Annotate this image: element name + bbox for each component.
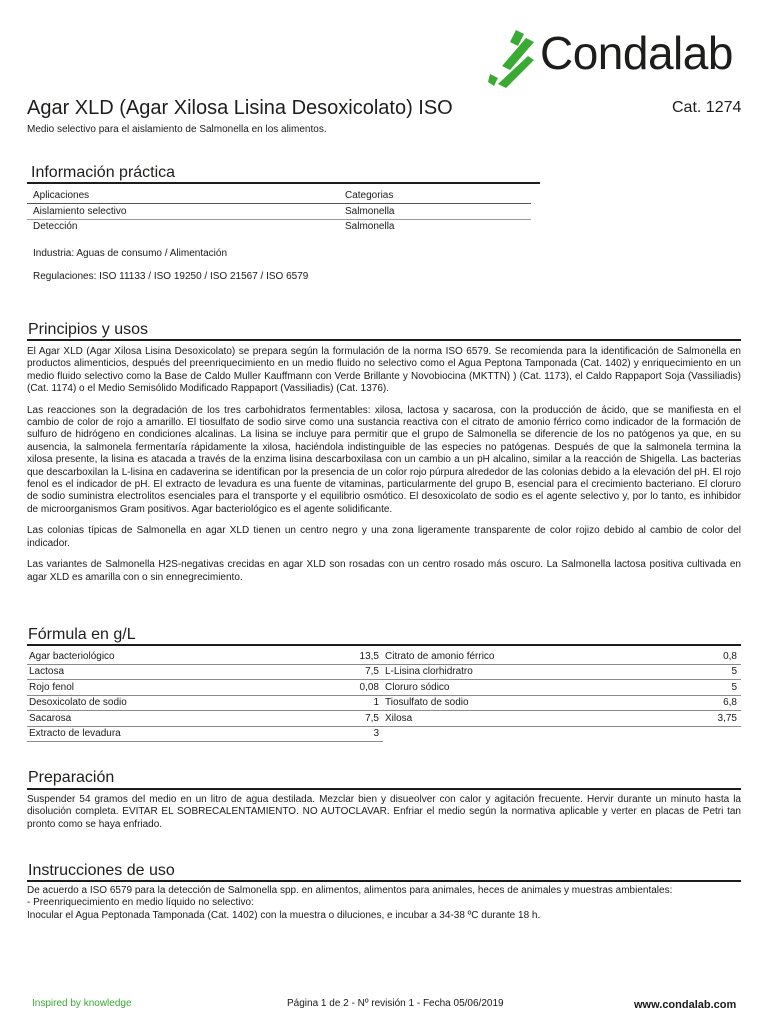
ingredient-value: 0,8 <box>676 649 741 664</box>
info-row-app: Aislamiento selectivo <box>33 206 127 217</box>
section-title-principles: Principios y usos <box>28 321 149 338</box>
info-header-categories: Categorias <box>345 190 394 201</box>
ingredient-name: Rojo fenol <box>27 680 313 696</box>
table-divider <box>27 203 531 204</box>
ingredient-value: 13,5 <box>313 649 383 664</box>
brand-name: Condalab <box>540 27 733 79</box>
product-title: Agar XLD (Agar Xilosa Lisina Desoxicolato) ISO <box>27 97 453 119</box>
ingredient-value: 0,08 <box>313 680 383 696</box>
condalab-leaf-mark-icon <box>488 28 534 90</box>
ingredient-value: 5 <box>676 680 741 696</box>
ingredient-name: Tiosulfato de sodio <box>383 695 676 711</box>
table-row <box>27 726 383 742</box>
ingredient-name: Agar bacteriológico <box>27 649 313 664</box>
ingredient-value: 3 <box>313 726 383 742</box>
section-title-preparation: Preparación <box>28 769 115 786</box>
principles-paragraph: Las variantes de Salmonella H2S-negativas crecidas en agar XLD son rosadas con un centro rosado más oscuro. La Salmonella lactosa positiva cultivada en agar XLD es amarilla con o sin ennegrecimiento. <box>27 559 741 583</box>
ingredient-value: 1 <box>313 695 383 711</box>
catalog-number: Cat. 1274 <box>672 99 742 116</box>
footer-tagline: Inspired by knowledge <box>32 998 132 1009</box>
info-row-category: Salmonella <box>345 206 395 217</box>
table-row <box>383 680 741 696</box>
principles-paragraph: Las reacciones son la degradación de los tres carbohidratos fermentables: xilosa, lactosa y sacarosa, con la producción de ácido, que se manifiesta en el cambio de color de rojo a amarillo. El tiosulfato de sodio sirve como una sustancia reactiva con el citrato de amonio férrico como indicador de la formación de sulfuro de hidrógeno en condiciones alcalinas. La lisina se incluye para permitir que el grupo de Salmonella se diferencie de los no patógenos ya que, en su ausencia, la salmonela fermentaría rápidamente la xilosa, haciéndola indistinguible de las especies no patógenas. Después de que la salmonela termina la xilosa presente, la lisina es atacada a través de la enzima lisina descarboxilasa con un cambio a un pH alcalino, similar a la reacción de Shigella. Las bacterias que descarboxilan la L-lisina en cadaverina se identifican por la presencia de un color rojo púrpura alrededor de las colonias debido a la elevación del pH. El rojo fenol es el indicador de pH. El extracto de levadura es una fuente de vitaminas, particularmente del grupo B, esencial para el crecimiento bacteriano. El cloruro de sodio suministra electrolitos esenciales para el transporte y el equilibrio osmótico. El desoxicolato de sodio es el agente selectivo y, por lo tanto, es inhibidor de microorganismos Gram positivos. Agar bacteriológico es el agente solidificante. <box>27 404 741 515</box>
section-rule <box>27 339 741 341</box>
ingredient-name: Xilosa <box>383 711 676 727</box>
ingredient-name: Lactosa <box>27 664 313 680</box>
section-title-info: Información práctica <box>31 164 176 181</box>
formula-table-right <box>383 649 741 727</box>
table-row <box>383 695 741 711</box>
principles-body <box>27 346 741 584</box>
ingredient-name: Citrato de amonio férrico <box>383 649 676 664</box>
principles-paragraph: El Agar XLD (Agar Xilosa Lisina Desoxicolato) se prepara según la formulación de la norma ISO 6579. Se recomienda para la identificación de Salmonella en productos alimenticios, después del preenriquecimiento en un medio fluido no selectivo como el Agua Peptona Tamponada (Cat. 1402) y enriquecimiento en un medio fluido selectivo como la Base de Caldo Muller Kauffmann con Verde Brillante y Novobiocina (MKTTN) ) (Cat. 1173), el Caldo Rappaport Soja (Vassiliadis) (Cat. 1174) o el Medio Semisólido Modificado Rappaport (Vassiliadis) (Cat. 1376). <box>27 346 741 395</box>
table-row <box>383 711 741 727</box>
info-row-category: Salmonella <box>345 221 395 232</box>
footer-page-info: Página 1 de 2 - Nº revisión 1 - Fecha 05/06/2019 <box>287 998 504 1009</box>
section-rule <box>27 880 741 882</box>
section-rule <box>27 788 741 790</box>
table-row <box>27 664 383 680</box>
section-rule <box>27 644 741 646</box>
formula-table-left <box>27 649 383 742</box>
product-subtitle: Medio selectivo para el aislamiento de Salmonella en los alimentos. <box>27 124 327 135</box>
ingredient-value: 5 <box>676 664 741 680</box>
ingredient-value: 3,75 <box>676 711 741 727</box>
table-row <box>27 680 383 696</box>
instructions-line: Inocular el Agua Peptonada Tamponada (Cat. 1402) con la muestra o diluciones, e incubar a 34-38 ºC durante 18 h. <box>27 910 541 921</box>
section-title-instructions: Instrucciones de uso <box>28 862 175 879</box>
regulations-text: Regulaciones: ISO 11133 / ISO 19250 / ISO 21567 / ISO 6579 <box>33 271 309 282</box>
section-rule <box>27 182 540 184</box>
table-row <box>27 649 383 664</box>
ingredient-name: Extracto de levadura <box>27 726 313 742</box>
principles-paragraph: Las colonias típicas de Salmonella en agar XLD tienen un centro negro y una zona ligeramente transparente de color rojizo debido al cambio de color del indicador. <box>27 525 741 549</box>
instructions-line: De acuerdo a ISO 6579 para la detección de Salmonella spp. en alimentos, alimentos para animales, heces de animales y muestras ambientales: <box>27 885 673 896</box>
ingredient-name: L-Lisina clorhidratro <box>383 664 676 680</box>
table-divider <box>27 219 531 220</box>
ingredient-name: Cloruro sódico <box>383 680 676 696</box>
ingredient-value: 6,8 <box>676 695 741 711</box>
section-title-formula: Fórmula en g/L <box>28 626 136 643</box>
table-row <box>27 695 383 711</box>
ingredient-name: Desoxicolato de sodio <box>27 695 313 711</box>
ingredient-value: 7,5 <box>313 664 383 680</box>
table-row <box>27 711 383 727</box>
info-header-applications: Aplicaciones <box>33 190 90 201</box>
preparation-text: Suspender 54 gramos del medio en un litro de agua destilada. Mezclar bien y disueolver con calor y agitación frecuente. Hervir durante un minuto hasta la disolución completa. EVITAR EL SOBRECALENTAMIENTO. NO AUTOCLAVAR. Enfriar el medio según la normativa aplicable y verter en placas de Petri tan pronto como se haya enfriado. <box>27 794 741 830</box>
industry-text: Industria: Aguas de consumo / Alimentación <box>33 248 228 259</box>
footer-website-link[interactable]: www.condalab.com <box>634 999 737 1011</box>
instructions-line: - Preenriquecimiento en medio líquido no selectivo: <box>27 897 254 908</box>
table-row <box>383 664 741 680</box>
info-row-app: Detección <box>33 221 78 232</box>
condalab-logo <box>488 28 743 90</box>
ingredient-name: Sacarosa <box>27 711 313 727</box>
table-row <box>383 649 741 664</box>
ingredient-value: 7,5 <box>313 711 383 727</box>
